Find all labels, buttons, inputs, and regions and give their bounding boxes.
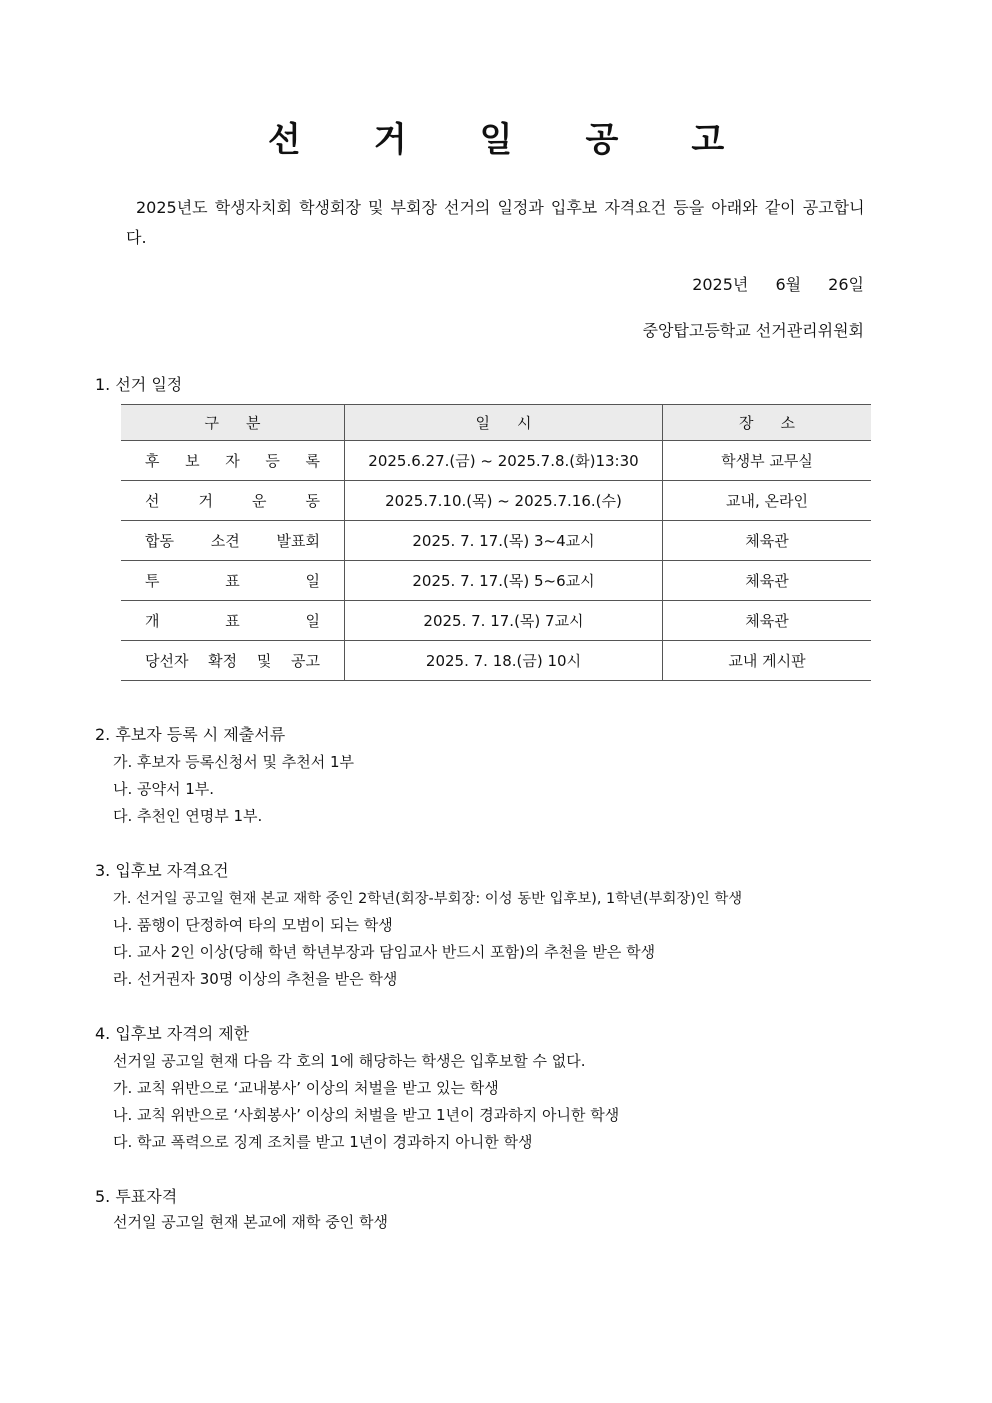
announcement-date: 2025년 6월 26일 [692, 275, 864, 294]
section-5-heading: 5. 투표자격 [95, 1187, 178, 1206]
table-row [121, 521, 871, 561]
row-item: 선 거 운 동 [121, 481, 345, 521]
row-item: 개 표 일 [121, 601, 345, 641]
list-item: 나. 품행이 단정하여 타의 모범이 되는 학생 [113, 916, 393, 934]
row-item: 당선자 확정 및 공고 [121, 641, 345, 681]
row-datetime: 2025. 7. 18.(금) 10시 [345, 641, 663, 681]
table-row [121, 481, 871, 521]
row-place: 체육관 [663, 601, 872, 641]
list-item: 나. 교칙 위반으로 ‘사회봉사’ 이상의 처벌을 받고 1년이 경과하지 아니한 학생 [113, 1106, 620, 1124]
intro-paragraph: 2025년도 학생자치회 학생회장 및 부회장 선거의 일정과 입후보 자격요건 등을 아래와 같이 공고합니다. [126, 198, 865, 247]
list-item: 가. 후보자 등록신청서 및 추천서 1부 [113, 753, 355, 771]
list-item: 다. 추천인 연명부 1부. [113, 807, 263, 825]
section-5-text: 선거일 공고일 현재 본교에 재학 중인 학생 [113, 1213, 388, 1231]
list-item: 라. 선거권자 30명 이상의 추천을 받은 학생 [113, 970, 398, 988]
row-datetime: 2025.7.10.(목) ~ 2025.7.16.(수) [345, 481, 663, 521]
row-place: 교내 게시판 [663, 641, 872, 681]
section-3-heading: 3. 입후보 자격요건 [95, 861, 229, 880]
section-1-heading: 1. 선거 일정 [95, 375, 183, 394]
list-item: 가. 선거일 공고일 현재 본교 재학 중인 2학년(회장-부회장: 이성 동반 입후보), 1학년(부회장)인 학생 [113, 891, 743, 907]
list-item: 나. 공약서 1부. [113, 780, 215, 798]
section-4-lead: 선거일 공고일 현재 다음 각 호의 1에 해당하는 학생은 입후보할 수 없다. [113, 1052, 586, 1070]
list-item: 가. 교칙 위반으로 ‘교내봉사’ 이상의 처벌을 받고 있는 학생 [113, 1079, 499, 1097]
table-row [121, 561, 871, 601]
row-item: 합동 소견 발표회 [121, 521, 345, 561]
row-datetime: 2025. 7. 17.(목) 3~4교시 [345, 521, 663, 561]
row-place: 교내, 온라인 [663, 481, 872, 521]
header-datetime: 일 시 [345, 405, 663, 441]
header-category: 구 분 [121, 405, 345, 441]
row-item: 투 표 일 [121, 561, 345, 601]
section-2-heading: 2. 후보자 등록 시 제출서류 [95, 725, 286, 744]
row-datetime: 2025.6.27.(금) ~ 2025.7.8.(화)13:30 [345, 441, 663, 481]
header-place: 장 소 [663, 405, 872, 441]
table-row [121, 601, 871, 641]
row-datetime: 2025. 7. 17.(목) 7교시 [345, 601, 663, 641]
row-datetime: 2025. 7. 17.(목) 5~6교시 [345, 561, 663, 601]
table-header-row [121, 405, 871, 441]
election-schedule-table [121, 404, 871, 681]
list-item: 다. 교사 2인 이상(당해 학년 학년부장과 담임교사 반드시 포함)의 추천을 받은 학생 [113, 943, 656, 961]
table-row [121, 441, 871, 481]
table-row [121, 641, 871, 681]
row-place: 체육관 [663, 561, 872, 601]
row-place: 체육관 [663, 521, 872, 561]
row-item: 후 보 자 등 록 [121, 441, 345, 481]
section-4-heading: 4. 입후보 자격의 제한 [95, 1024, 250, 1043]
document-title: 선 거 일 공 고 [267, 120, 755, 160]
list-item: 다. 학교 폭력으로 징계 조치를 받고 1년이 경과하지 아니한 학생 [113, 1133, 533, 1151]
row-place: 학생부 교무실 [663, 441, 872, 481]
organization-name: 중앙탑고등학교 선거관리위원회 [642, 321, 864, 340]
